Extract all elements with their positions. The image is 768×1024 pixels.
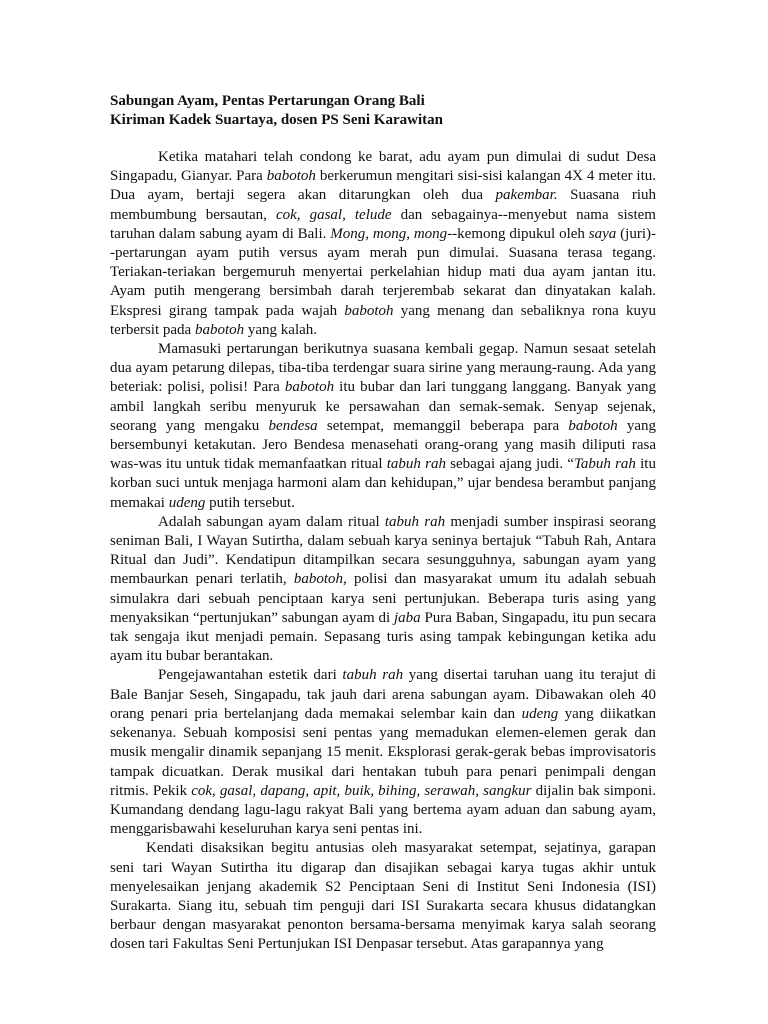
- text-run: dan sebagainya--menyebut nama sistem taruhan dalam sabung ayam di Bali.: [110, 206, 656, 242]
- text-run: menjadi sumber inspirasi seorang seniman Bali, I Wayan Sutirtha, dalam sebuah karya seninya bertajuk “Tabuh Rah, Antara Ritual dan Judi”. Kendatipun ditampilkan secara sesungguhnya, sabungan ayam yang membaurkan penari terlatih,: [110, 513, 656, 588]
- text-run: --kemong dipukul oleh: [447, 225, 589, 242]
- italic-term: bendesa: [268, 417, 318, 434]
- text-run: Pengejawantahan estetik dari: [158, 667, 343, 684]
- text-run: dijalin bak simponi. Kumandang dendang lagu-lagu rakyat Bali yang bertema ayam aduan dan sabung ayam, menggarisbawahi keseluruhan karya seni pentas ini.: [110, 782, 656, 838]
- paragraph: [110, 148, 656, 340]
- italic-term: babotoh: [344, 302, 394, 319]
- text-run: (juri)--pertarungan ayam putih versus ayam merah pun dimulai. Suasana terasa tegang. Teriakan-teriakan bergemuruh menyertai perkelahian hidup mati dua ayam jantan itu. Ayam putih mengerang bersimbah darah terjerembab sekarat dan dinyatakan kalah. Ekspresi girang tampak pada wajah: [110, 225, 656, 319]
- text-run: itu bubar dan lari tunggang langgang. Banyak yang ambil langkah seribu menyuruk ke persawahan dan semak-semak. Senyap sejenak, seorang yang mengaku: [110, 379, 656, 434]
- text-run: Pura Baban, Singapadu, itu pun secara tak sengaja ikut menjadi pemain. Sepasang turis asing tampak kebingungan ketika adu ayam itu bubar berantakan.: [110, 609, 656, 665]
- text-run: Kendati disaksikan begitu antusias oleh masyarakat setempat, sejatinya, garapan seni tari Wayan Sutirtha itu digarap dan disajikan sebagai karya tugas akhir untuk menyelesaikan jenjang akademik S2 Penciptaan Seni di Institut Seni Indonesia (ISI) Surakarta. Siang itu, sebuah tim penguji dari ISI Surakarta secara khusus didatangkan berbaur dengan masyarakat penonton bersama-bersama menyimak karya salah seorang dosen tari Fakultas Seni Pertunjukan ISI Denpasar tersebut. Atas garapannya yang: [110, 840, 656, 953]
- text-run: yang diikatkan sekenanya. Sebuah komposisi seni pentas yang memadukan elemen-elemen gerak dan musik mengalir dinamik sepanjang 15 menit. Eksplorasi gerak-gerak bebas improvisatoris tampak dicuatkan. Derak musikal dari hentakan tubuh para penari penimpali dengan ritmis. Pekik: [110, 705, 656, 799]
- italic-term: jaba: [393, 609, 421, 626]
- text-run: Adalah sabungan ayam dalam ritual: [158, 513, 385, 530]
- italic-term: udeng: [168, 494, 206, 511]
- italic-term: tabuh rah: [386, 456, 446, 473]
- text-run: putih tersebut.: [205, 494, 295, 511]
- italic-term: saya: [588, 225, 617, 242]
- article-title: Sabungan Ayam, Pentas Pertarungan Orang Bali: [110, 93, 425, 109]
- italic-term: babotoh: [293, 571, 344, 588]
- italic-term: udeng: [521, 705, 559, 722]
- text-run: Suasana riuh membumbung bersautan,: [110, 187, 656, 223]
- text-run: yang kalah.: [244, 321, 318, 338]
- italic-term: babotoh: [284, 379, 335, 396]
- text-run: yang disertai taruhan uang itu terajut di Bale Banjar Seseh, Singapadu, tak jauh dari arena sabungan ayam. Dibawakan oleh 40 orang penari pria bertelanjang dada memakai selembar kain dan: [110, 667, 656, 722]
- italic-term: tabuh rah: [342, 667, 404, 684]
- text-run: berkerumun mengitari sisi-sisi kalangan 4X 4 meter itu. Dua ayam, bertaji segera akan ditarungkan oleh dua: [110, 168, 657, 204]
- text-run: , polisi dan masyarakat umum itu adalah sebuah simulakra dari sebuah penciptaan karya seni pertunjukan. Beberapa turis asing yang menyaksikan “pertunjukan” sabungan ayam di: [110, 571, 656, 626]
- italic-term: babotoh: [568, 417, 618, 434]
- italic-term: Tabuh rah: [573, 456, 636, 473]
- text-run: yang menang dan sebaliknya rona kuyu terbersit pada: [110, 302, 656, 338]
- italic-term: babotoh: [194, 321, 245, 338]
- italic-term: tabuh rah: [384, 513, 446, 530]
- italic-term: cok, gasal, dapang, apit, buik, bihing, serawah, sangkur: [191, 782, 532, 799]
- italic-term: babotoh: [266, 168, 316, 185]
- text-run: itu korban suci untuk menjaga harmoni alam dan kehidupan,” ujar bendesa berambut panjang memakai: [110, 456, 656, 511]
- text-run: sebagai ajang judi. “: [445, 456, 574, 473]
- text-run: yang bersembunyi ketakutan. Jero Bendesa menasehati orang-orang yang masih diliputi rasa was-was itu untuk tidak memanfaatkan ritual: [110, 417, 656, 473]
- text-run: setempat, memanggil beberapa para: [317, 417, 569, 434]
- paragraph: [110, 666, 656, 839]
- text-run: Ketika matahari telah condong ke barat, adu ayam pun dimulai di sudut Desa Singapadu, Gianyar. Para: [110, 149, 656, 185]
- article-byline: Kiriman Kadek Suartaya, dosen PS Seni Karawitan: [110, 112, 443, 128]
- paragraph: [110, 340, 656, 513]
- italic-term: cok, gasal, telude: [275, 206, 392, 223]
- paragraph: [110, 839, 656, 954]
- italic-term: Mong, mong, mong: [330, 225, 448, 242]
- text-run: Mamasuki pertarungan berikutnya suasana kembali gegap. Namun sesaat setelah dua ayam petarung dilepas, tiba-tiba terdengar suara sirine yang meraung-raung. Ada yang beteriak: polisi, polisi! Para: [110, 341, 656, 396]
- paragraph: [110, 513, 656, 667]
- article-header: [110, 92, 670, 130]
- article-body: [110, 148, 656, 955]
- italic-term: pakembar.: [495, 187, 558, 204]
